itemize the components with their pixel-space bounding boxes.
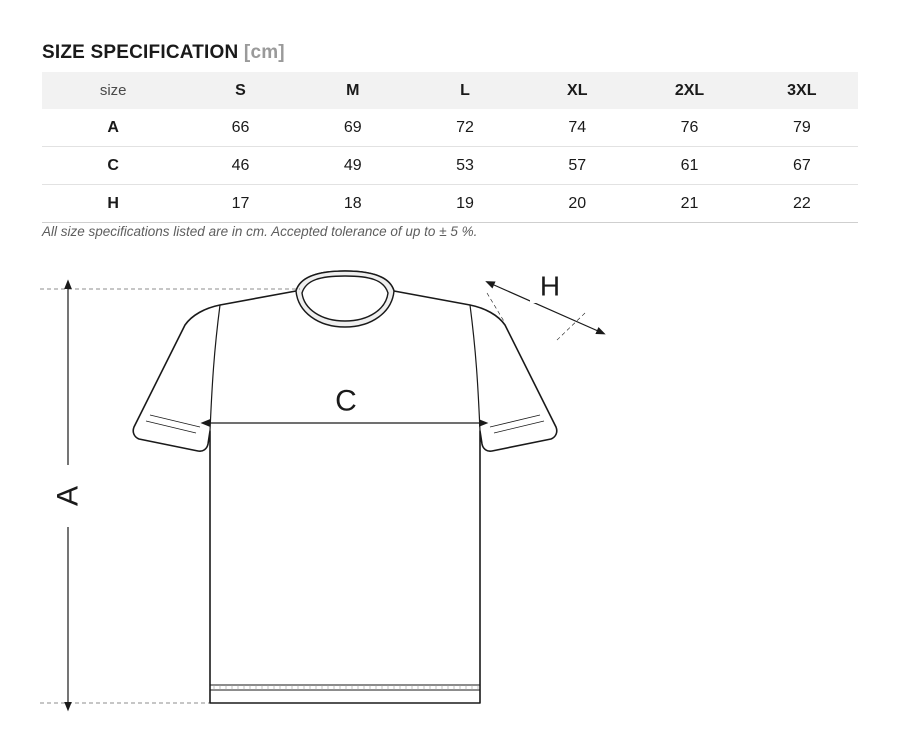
column-header-xl: XL: [567, 81, 588, 99]
cell-c-2xl: 61: [680, 156, 699, 174]
cell-h-s: 17: [231, 194, 250, 212]
cell-h-m: 18: [343, 194, 362, 212]
table-row: [42, 109, 858, 147]
cell-c-s: 46: [231, 156, 250, 174]
table-header-row: [42, 72, 858, 109]
page-title-text: SIZE SPECIFICATION: [42, 42, 239, 63]
tshirt-diagram: [0, 255, 900, 743]
column-header-size: size: [99, 82, 127, 99]
cell-c-l: 53: [456, 156, 474, 174]
size-table: [42, 72, 858, 223]
cell-a-m: 69: [343, 118, 362, 136]
cell-a-xl: 74: [568, 118, 587, 136]
cell-h-2xl: 21: [680, 194, 699, 212]
cell-h-3xl: 22: [792, 194, 811, 212]
dimension-label-h: H: [539, 270, 561, 302]
column-header-l: L: [460, 81, 470, 99]
size-table-body: [42, 109, 858, 223]
row-label-a: A: [107, 118, 119, 136]
column-header-3xl: 3XL: [787, 81, 817, 99]
row-label-h: H: [107, 194, 119, 212]
cell-h-xl: 20: [568, 194, 587, 212]
column-header-2xl: 2XL: [674, 81, 705, 99]
cell-a-3xl: 79: [792, 118, 811, 136]
page-title: [42, 42, 285, 64]
tshirt-outline: [133, 271, 557, 703]
cell-c-xl: 57: [568, 156, 587, 174]
cell-a-2xl: 76: [680, 118, 699, 136]
column-header-m: M: [346, 81, 360, 99]
page-title-unit: [cm]: [243, 42, 285, 63]
dimension-label-a: A: [51, 485, 85, 507]
cell-a-s: 66: [231, 118, 250, 136]
row-label-c: C: [107, 156, 119, 174]
tolerance-note: All size specifications listed are in cm. Accepted tolerance of up to ± 5 %.: [42, 224, 478, 239]
cell-c-m: 49: [343, 156, 362, 174]
table-row: [42, 147, 858, 185]
table-row: [42, 185, 858, 223]
column-header-s: S: [235, 81, 246, 99]
cell-a-l: 72: [456, 118, 474, 136]
cell-h-l: 19: [456, 194, 474, 212]
size-table-head: [42, 72, 858, 109]
cell-c-3xl: 67: [792, 156, 811, 174]
dimension-label-c: C: [335, 384, 357, 418]
